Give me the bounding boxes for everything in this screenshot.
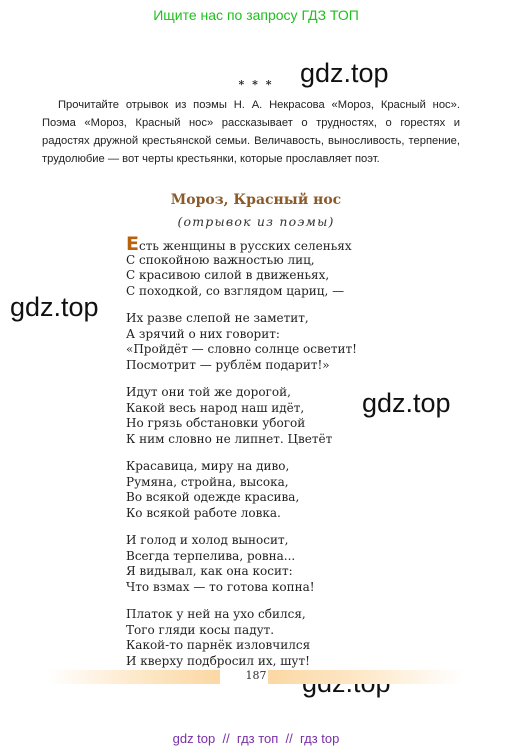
watermark: gdz.top bbox=[300, 58, 389, 88]
poem-line: Во всякой одежде красива, bbox=[126, 490, 300, 504]
poem-title: Мороз, Красный нос bbox=[170, 192, 342, 208]
intro-paragraph bbox=[42, 96, 460, 168]
page-number: 187 bbox=[245, 669, 267, 682]
poem-line: Того гляди косы падут. bbox=[126, 622, 275, 637]
poem-line: Но грязь обстановки убогой bbox=[126, 416, 306, 430]
poem-line bbox=[126, 233, 426, 255]
poem-line: Платок у ней на ухо сбился, bbox=[126, 607, 306, 621]
poem-line: С походкой, со взглядом цариц, — bbox=[126, 283, 345, 298]
poem-line: Всегда терпелива, ровна... bbox=[126, 548, 296, 563]
poem-line: Я видывал, как она косит: bbox=[126, 564, 293, 578]
stanza bbox=[126, 233, 426, 299]
poem-line: Ко всякой работе ловка. bbox=[126, 505, 281, 520]
drop-cap: Е bbox=[126, 233, 139, 255]
watermark: gdz.top bbox=[10, 292, 99, 322]
poem-line: С спокойною важностью лиц, bbox=[126, 252, 315, 267]
poem-line: Посмотрит — рублём подарит!» bbox=[126, 357, 330, 372]
poem-line: И голод и холод выносит, bbox=[126, 533, 289, 547]
poem-line: К ним словно не липнет. Цветёт bbox=[126, 431, 333, 446]
poem-line: Их разве слепой не заметит, bbox=[126, 311, 309, 325]
poem-line: Румяна, стройна, высока, bbox=[126, 474, 289, 489]
section-separator: * * * bbox=[238, 78, 274, 91]
stanza bbox=[126, 607, 426, 669]
stanza bbox=[126, 311, 426, 373]
poem-line: Какой-то парнёк изловчился bbox=[126, 638, 311, 652]
poem-line: Какой весь народ наш идёт, bbox=[126, 400, 305, 415]
search-banner: Ищите нас по запросу ГДЗ ТОП bbox=[153, 7, 359, 23]
poem-line: И кверху подбросил их, шут! bbox=[126, 653, 310, 668]
poem-line: С красивою силой в движеньях, bbox=[126, 268, 330, 282]
poem-line-text: сть женщины в русских селеньях bbox=[138, 239, 352, 253]
stanza bbox=[126, 533, 426, 595]
poem-subtitle: (отрывок из поэмы) bbox=[177, 214, 335, 229]
poem-line: Идут они той же дорогой, bbox=[126, 385, 291, 399]
poem-body bbox=[126, 233, 426, 681]
poem-line: А зрячий о них говорит: bbox=[126, 326, 280, 341]
intro-text: Прочитайте отрывок из поэмы Н. А. Некрасова «Мороз, Красный нос». Поэма «Мороз, Красный нос» рассказывает о трудностях, о горестях и радостях дружной крестьянской семьи. Величавость, выносливость, терпение, трудолюбие — вот черты крестьянки, которые прославляет поэт. bbox=[42, 99, 460, 165]
watermark: gdz.top bbox=[362, 388, 451, 418]
stanza bbox=[126, 459, 426, 521]
stanza bbox=[126, 385, 426, 447]
poem-line: Что взмах — то готова копна! bbox=[126, 579, 315, 594]
footer-links: gdz top // гдз топ // гдз top bbox=[172, 731, 340, 746]
poem-line: «Пройдёт — словно солнце осветит! bbox=[126, 342, 357, 356]
poem-line: Красавица, миру на диво, bbox=[126, 459, 290, 473]
